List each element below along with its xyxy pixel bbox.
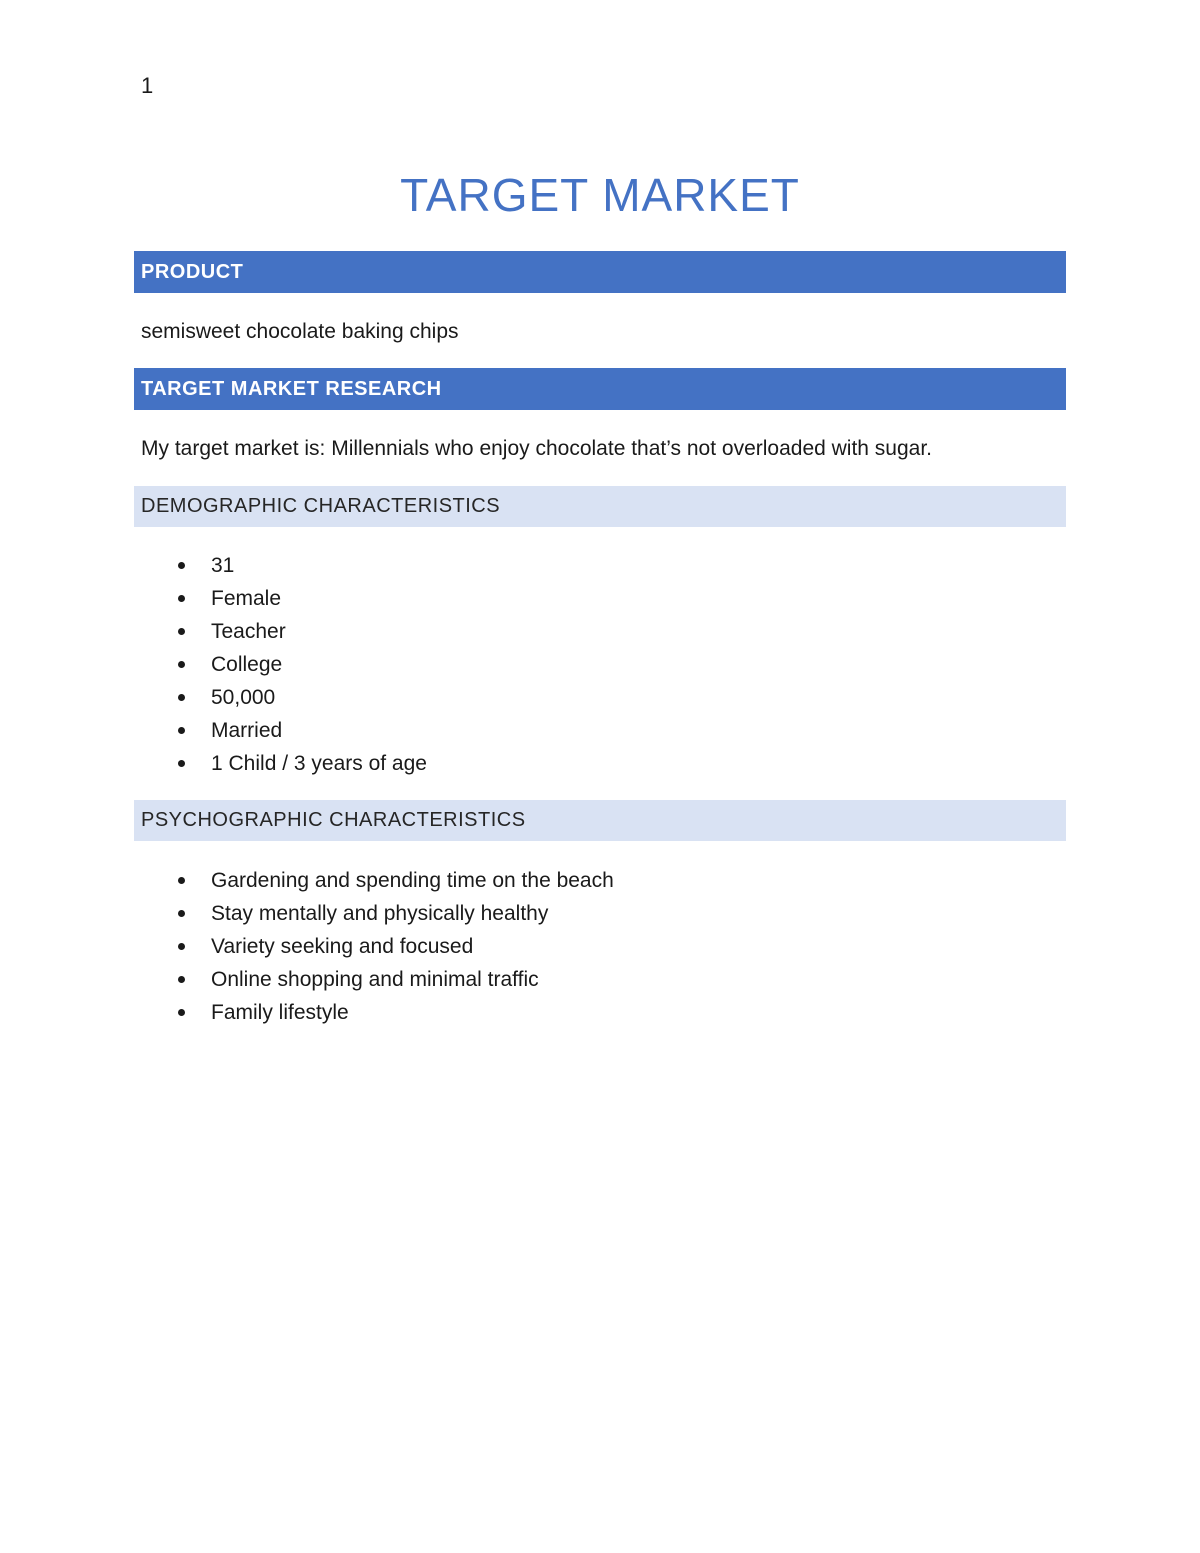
bullet-icon xyxy=(178,910,185,917)
list-item-text: 31 xyxy=(211,554,235,577)
list-item xyxy=(0,615,427,648)
list-item xyxy=(0,549,427,582)
psychographic-heading: PSYCHOGRAPHIC CHARACTERISTICS xyxy=(134,800,1066,841)
list-item xyxy=(0,963,614,996)
product-text: semisweet chocolate baking chips xyxy=(141,320,459,343)
list-item xyxy=(0,681,427,714)
research-heading: TARGET MARKET RESEARCH xyxy=(134,368,1066,410)
bullet-icon xyxy=(178,976,185,983)
research-text: My target market is: Millennials who enjoy chocolate that’s not overloaded with sugar. xyxy=(141,437,933,460)
list-item-text: Family lifestyle xyxy=(211,1001,349,1024)
list-item-text: Married xyxy=(211,719,283,742)
product-heading: PRODUCT xyxy=(134,251,1066,293)
list-item-text: Variety seeking and focused xyxy=(211,935,474,958)
bullet-icon xyxy=(178,943,185,950)
list-item-text: Teacher xyxy=(211,620,286,643)
list-item-text: 1 Child / 3 years of age xyxy=(211,752,427,775)
bullet-icon xyxy=(178,727,185,734)
bullet-icon xyxy=(178,661,185,668)
bullet-icon xyxy=(178,628,185,635)
list-item xyxy=(0,996,614,1029)
bullet-icon xyxy=(178,760,185,767)
bullet-icon xyxy=(178,877,185,884)
list-item xyxy=(0,714,427,747)
bullet-icon xyxy=(178,1009,185,1016)
bullet-icon xyxy=(178,694,185,701)
list-item xyxy=(0,864,614,897)
list-item-text: Female xyxy=(211,587,282,610)
list-item-text: Gardening and spending time on the beach xyxy=(211,869,614,892)
list-item-text: College xyxy=(211,653,283,676)
list-item xyxy=(0,648,427,681)
list-item-text: Online shopping and minimal traffic xyxy=(211,968,539,991)
page-number: 1 xyxy=(141,73,154,98)
bullet-icon xyxy=(178,562,185,569)
list-item xyxy=(0,897,614,930)
list-item-text: Stay mentally and physically healthy xyxy=(211,902,549,925)
document-title: TARGET MARKET xyxy=(400,169,800,221)
list-item xyxy=(0,930,614,963)
list-item xyxy=(0,747,427,780)
list-item-text: 50,000 xyxy=(211,686,276,709)
demographic-heading: DEMOGRAPHIC CHARACTERISTICS xyxy=(134,486,1066,527)
demographic-list xyxy=(0,549,427,780)
psychographic-list xyxy=(0,864,614,1029)
bullet-icon xyxy=(178,595,185,602)
list-item xyxy=(0,582,427,615)
